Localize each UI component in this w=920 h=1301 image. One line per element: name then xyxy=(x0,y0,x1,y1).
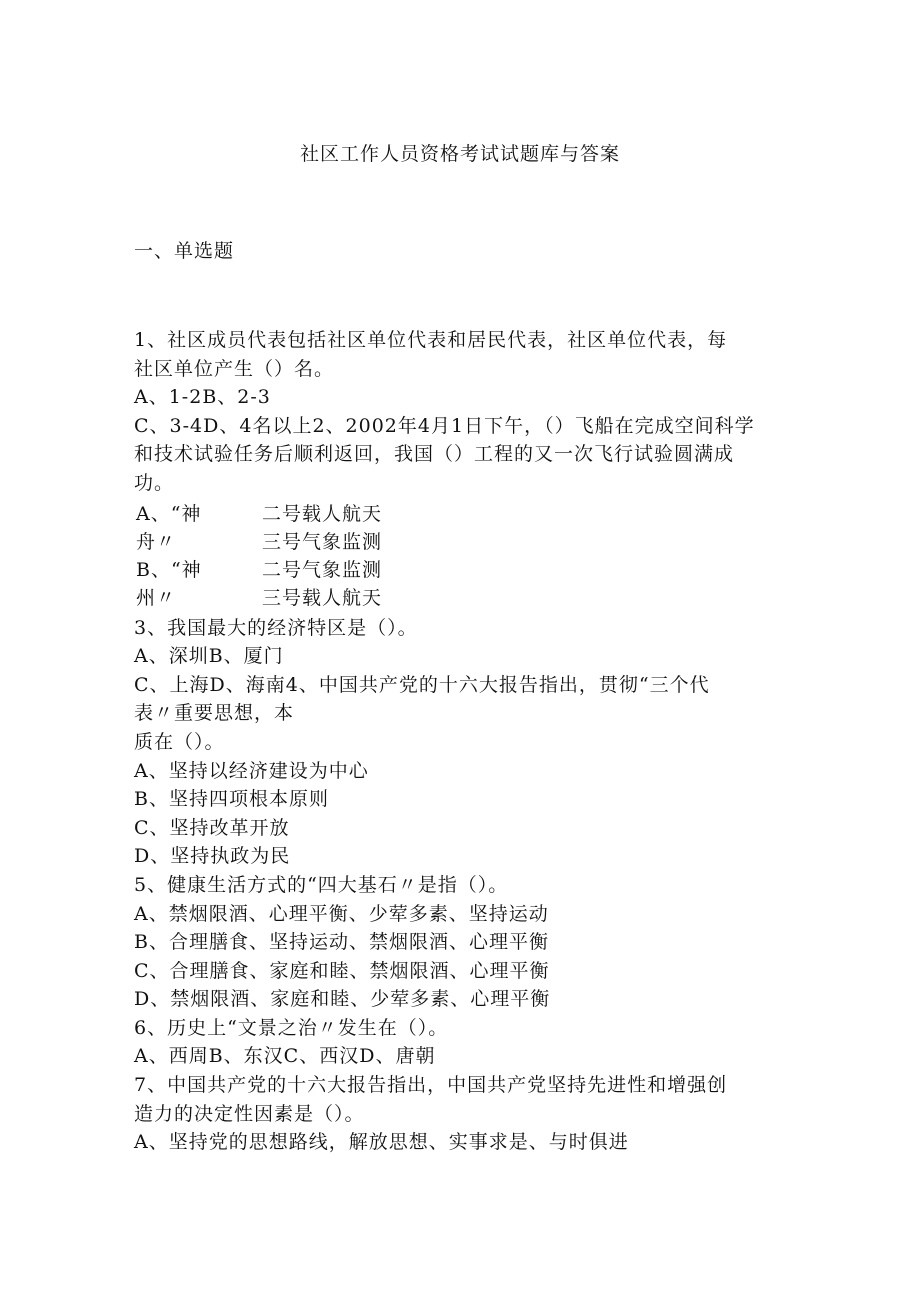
option-grid-left: 州〃 xyxy=(136,586,177,609)
text-line: B、坚持四项根本原则 xyxy=(134,788,329,811)
text-line: D、坚持执政为民 xyxy=(134,845,291,868)
text-line: 社区单位产生（）名。 xyxy=(134,357,335,380)
text-line: 3、我国最大的经济特区是（）。 xyxy=(134,616,418,639)
option-grid-right: 三号气象监测 xyxy=(262,530,383,553)
text-line: 功。 xyxy=(134,471,175,494)
text-line: D、禁烟限酒、家庭和睦、少荤多素、心理平衡 xyxy=(134,988,551,1011)
text-line: A、深圳B、厦门 xyxy=(134,645,284,668)
text-line: 7、中国共产党的十六大报告指出，中国共产党坚持先进性和增强创 xyxy=(134,1074,728,1097)
text-line: C、坚持改革开放 xyxy=(134,816,290,839)
text-line: C、合理膳食、家庭和睦、禁烟限酒、心理平衡 xyxy=(134,959,550,982)
text-line: B、合理膳食、坚持运动、禁烟限酒、心理平衡 xyxy=(134,931,549,954)
text-line: A、西周B、东汉C、西汉D、唐朝 xyxy=(134,1045,436,1068)
option-grid-right: 二号载人航天 xyxy=(262,502,383,525)
option-grid-left: B、“神 xyxy=(136,558,202,581)
text-line: A、坚持以经济建设为中心 xyxy=(134,759,369,782)
option-grid-left: 舟〃 xyxy=(136,530,177,553)
text-line: A、1-2B、2-3 xyxy=(134,386,271,409)
text-line: 表〃重要思想，本 xyxy=(134,702,295,725)
text-line: 6、历史上“文景之治〃发生在（）。 xyxy=(134,1016,449,1039)
text-line: 5、健康生活方式的“四大基石〃是指（）。 xyxy=(134,873,509,896)
text-line: C、上海D、海南4、中国共产党的十六大报告指出，贯彻“三个代 xyxy=(134,673,710,696)
text-line: 和技术试验任务后顺利返回，我国（）工程的又一次飞行试验圆满成 xyxy=(134,443,735,466)
section-heading: 一、单选题 xyxy=(134,240,235,262)
document-title: 社区工作人员资格考试试题库与答案 xyxy=(299,143,620,165)
text-line: A、禁烟限酒、心理平衡、少荤多素、坚持运动 xyxy=(134,902,549,925)
option-grid-right: 三号载人航天 xyxy=(262,586,383,609)
text-line: 1、社区成员代表包括社区单位代表和居民代表，社区单位代表，每 xyxy=(134,329,728,351)
text-line: C、3-4D、4名以上2、2002年4月1日下午，（）飞船在完成空间科学 xyxy=(134,414,755,437)
document-body xyxy=(134,326,784,1157)
option-grid-right: 二号气象监测 xyxy=(262,558,383,581)
text-line: 质在（）。 xyxy=(134,730,225,753)
option-grid xyxy=(134,500,784,614)
option-grid-left: A、“神 xyxy=(136,502,202,525)
text-line: A、坚持党的思想路线，解放思想、实事求是、与时俱进 xyxy=(134,1131,629,1154)
text-line: 造力的决定性因素是（）。 xyxy=(134,1102,365,1125)
